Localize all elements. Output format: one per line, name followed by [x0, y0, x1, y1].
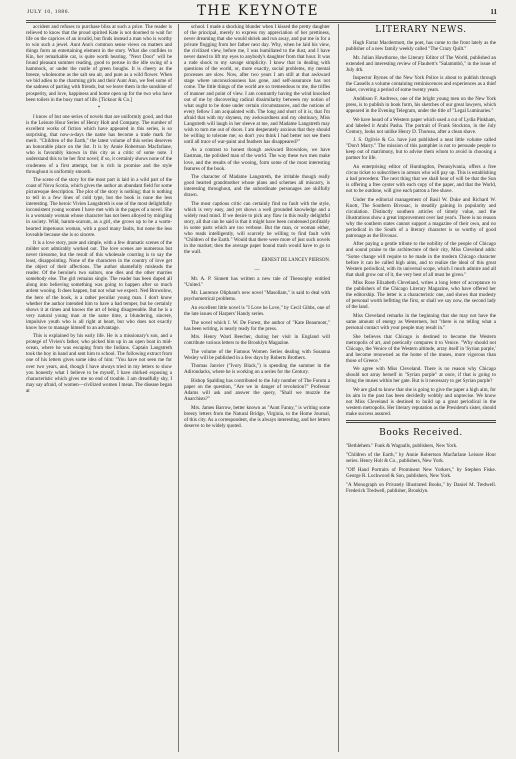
news-note: Miss Cleveland remarks in the beginning that she may not have the same amount of energy as Westerners, but "there is no telling what a personal contact with your people may result in." [346, 312, 496, 332]
news-note: Mr. Julian Hawthorne, the Literary Editor of The World, published an extended and interesting review of Flaubert's "Salammbô," in the issue of July 4th. [346, 54, 496, 73]
book-entry: "Bethlehem." Funk & Wagnalls, publishers, New York. [346, 443, 458, 450]
book-entry: "Off Hand Portraits of Prominent New Yorkers," by Stephen Fiske. George R. Lockwood & Son, publishers, New York. [346, 467, 496, 480]
news-note: Miss Rose Elizabeth Cleveland, writes a long letter of acceptance to the publishers of the Chicago Literary Magazine, who have offered her the editorship. The letter is a characteristic one, and shows that modesty of personal worth befitting the first, or shall we say now, the second lady of the land. [346, 280, 496, 311]
column-divider-left [178, 24, 179, 752]
news-note: After paying a gentle tribute to the nobility of the people of Chicago and sound praise to the architecture of their city, Miss Cleveland adds: "Some change will require to be made in the modern Chicago character before it can be called high aims, and to realize the ideal of this great Western periodical, with its universal scope, which I much admire and all that shall grow out of it, the very best of all must be given." [346, 241, 496, 278]
books-list [346, 443, 496, 494]
news-note: Anddison F. Andrews, one of the bright young men on the New York press, is to publish in book form, his sketches of our great lawyers, which appeared in the Evening Telegram, under the title of "Legal Luminaries." [346, 95, 496, 114]
news-note: Mrs. Henry Ward Beecher, during her visit in England will contribute various letters to the Brooklyn Magazine. [184, 334, 330, 347]
books-received-heading: Books Received. [379, 428, 463, 439]
book-entry: "Children of the Earth," by Annie Robertson Macfarlane Leisure Hour series. Henry Holt & Co., publishers, New York. [346, 452, 496, 465]
news-note: Mrs. James Barrow, better known as "Aunt Fanny," is writing some breezy letters from the Natural Bridge, Virginia, to the Home Journal, of this city. As a correspondent, she is always interesting, and her letters deserve to be widely quoted. [184, 404, 330, 429]
article-signature: ERNEST DE LANCEY PIERSON. [261, 257, 330, 263]
news-note: Hugh Farrar Macdermott, the poet, has come to the front lately as the publisher of a new family weekly called "The Crazy Quilt." [346, 40, 496, 53]
news-note: We have heard of a Western paper which used a cut of Lydia Pinkham, and labeled it Arabi Pasha. The portrait of Frank Stockton, in the July Century, looks not unlike Henry D. Thoreau, after a clean shave. [346, 116, 496, 135]
section-double-rule [346, 420, 496, 423]
article-paragraph: I know of but one series of novels that are uniformly good, and that is the Leisure Hour Series of Henry Holt and Company. The number of excellent works of fiction which have appeared in this series, is so surprising, that now-a-days the name has become a trade mark for merit. "Children of the Earth," the latest volume of this series deserves an honorable place on the list. It is by Annie Robertson Macfarlane, who is favorably known in this city as a critic of some note. I understand this to be her first novel; if so, it certainly shows none of the crudeness of a first attempt, but is rich in promise and the style throughout is uniformly smooth. [26, 114, 172, 175]
news-note: Inspector Byrnes of the New York Police is about to publish through the Cassells a volume containing reminiscences and experiences as a thief taker, covering a period of some twenty years. [346, 75, 496, 94]
news-note: Mr. Laurence Oliphant's new novel "Masollam," is said to deal with psychometrical problems. [184, 290, 330, 303]
header-rule-top [26, 20, 496, 21]
article-paragraph: As a contrast to honest though awkward Brownlow, we have Eastman, the polished man of the world. The way these two men make love, and the results of the wooing, form some of the most interesting features of the book. [184, 147, 330, 172]
header-rule-bottom [26, 22, 496, 23]
column-one [26, 24, 172, 752]
news-note: Mr. A. P. Sinnett has written a new tale of Theosophy entitled "United." [184, 275, 330, 288]
section-separator: * [97, 105, 101, 112]
issue-date: JULY 10, 1886. [27, 9, 71, 15]
article-paragraph: This is explained by his early life. He is a missionary's son, and a protegé of Vivien's father, who picked him up in an open boat in mid-ocean, where he was escaping from the Indians. Captain Langstreth took the boy in hand and sent him to school. The following extract from one of his letters gives some idea of him: "You have not seen me for over two years, and, though I have always tried in my letters to show you honestly what I believe to be myself, I have shirked exposing a characteristic which gives me no end of trouble. I am dreadfully shy, I may say afraid, of women—civilized women I mean. The disease began at [26, 333, 172, 394]
article-paragraph: The most captious critic can certainly find no fault with the style, which is very easy, and yet shows a well grounded knowledge and a widely read mind. If we desire to pick any flaw in this really delightful story, all that can be said is that it might have been condensed profitably in some parts which are too verbose. But the man, or woman either, who reads intelligently, will scarcely be willing to find fault with "Children of the Earth." Would that there were more of just such novels in the market; then the average paper bound trash would have to go to the wall. [184, 200, 330, 256]
news-note: Bishop Spalding has contributed to the July number of The Forum a paper on the question, "Are we in danger of revolution?" Professor Adams will ask and answer the query, "Shall we muzzle the Anarchists?" [184, 377, 330, 403]
news-note: She believes that Chicago is destined to become the Western metropolis of art, and poetically compares it to Venice. "Why should not Chicago, the Venice of the Western altitude, array itself in 'Syrian purple,' and become renowned as the home of the muses, more vigorous than those of Greece." [346, 333, 496, 364]
article-paragraph: It is a love story, pure and simple, with a few dramatic scenes of the milder sort admirably worked out. The love scenes are numerous but never tiresome, but the result of this wholesale courting is to say the least, disappointing. None of the characters in the country of love get the object of their affections. The author shamefully misleads the reader. Of the heroine's two suitors, one dies and the other marries somebody else. The girl remains single. The reader has been duped all along into believing something was going to happen after so much ardent wooing. It does happen, but not what we expect. Ned Brownlow, the hero of the book, is a rather peculiar young man. I don't know whether the author intended him to have a bad temper, but he certainly shows it at times and knows the art of being disagreeable. But he is a very natural young man at the same time, a blundering, sincere, impulsive youth who is all right at heart, but who does not exactly know how to manage himself to an advantage. [26, 240, 172, 331]
column-divider-right [338, 24, 339, 752]
news-note: An excellent little novel is "I Love he Love," by Cecil Gibbs, one of the late issues of Harpers' Handy series. [184, 305, 330, 318]
article-paragraph: school. I made a shocking blunder when I kissed the pretty daughter of the principal, merely to express my appreciation of her prettiness, never dreaming that she would shriek and run away, and put me in for a private flogging from her father next day. Why, when he laid his view, the civilized view, before me, I was humiliated to the dust, and I have never dared to lift my eyes to anybody's daughter from that hour. It was a rude shock to my savage simplicity. I know that in dealing with questions of the world, or, more exactly, social problems, my mental processes are slow. Now, after two years I am still at that awkward stage where unconsciousness has gone, and self-assurance has not come. The little things of the world are so tremendous to me, the trifles of manner and point of view. I am constantly having the wind knocked out of me by discovering radical dissimilarity between my notion of what ought to be done under certain circumstances, and the notions of every fellow I am acquainted with. The long and short of it is, that I'm afraid that with my shyness, my awkwardness and my obstinacy, Miss Langstreth will laugh in her sleeve at me, and Madame Langstreth may wish to turn me out of doors. I am desperately anxious that they should be willing to tolerate me; so don't you think I had better not see them until all trace of war-paint and feathers has disappeared?" [184, 24, 330, 145]
literary-news-heading: LITERARY NEWS. [375, 25, 467, 35]
news-note: We agree with Miss Cleveland. There is no reason why Chicago should not array herself in "Syrian purple" at once, if that is going to bring the muses within her gate. But is it necessary to get Syrian purple? [346, 366, 496, 385]
news-note: J. S. Ogilvie & Co. have just published a neat little volume called "Don't Marry." The mission of this pamphlet is not to persuade people to keep out of matrimony, but to advise them whom to avoid in choosing a partner for life. [346, 137, 496, 162]
article-paragraph: The scene of the story for the most part is laid in a wild part of the coast of Nova Scotia, which gives the author an abundant field for some picturesque description. The plot of the story is nothing; that is nothing to tell in a few lines of cold type, but the book is none the less interesting. The heroic Vivien Langsbreth is one of the most delightfully inconsistent young women I have met with in the pages of a novel. She is a womanly woman whose character has not been alloyed by mingling in society. Wild, harum-scarum, as a girl, she grows up to be a warm-hearted impetuous woman, with a good many faults, but none the less loveable because she is so sincere. [26, 177, 172, 238]
news-note: Under the editorial management of Basil W. Duke and Richard W. Knott, The Southern Bivouac, is steadily gaining in popularity and circulation. Distinctly southern articles of timely value, and the illustrations show a great improvement over last year's. There is no reason why the southern states cannot support a magazine of their own, and no periodical in the South of a literary character is so worthy of good patronage as the Bivouac. [346, 196, 496, 239]
column-three [346, 24, 496, 752]
article-paragraph: The character of Madame Langstreth, the irritable though really good hearted grandmother whose plans and schemes all miscarry, is interesting throughout, and the subordinate personages are skilfully drawn. [184, 174, 330, 199]
news-note: The novel which I. W. De Forest, the author of "Kate Beaumont," has been writing, is nearly ready for the press. [184, 319, 330, 332]
news-note: The volume of the Famous Women Series dealing with Susanna Wesley will be published in a few days by Roberts Brothers. [184, 348, 330, 361]
page-number: 11 [490, 8, 497, 16]
news-note: We are glad to know that she is going to give the paper a high aim, for its aim in the past has been decidedly wobbly and unprecise. We know not Miss Cleveland is destined to build up a great periodical in the western metropolis. Her literary reputation as the President's sister, should make success assured. [346, 386, 496, 418]
news-note: Thomas Janvier ("Ivory Black,") is spending the summer in the Adirondacks, where he is working on a series for the Century. [184, 363, 330, 376]
article-paragraph: accident and refuses to purchase bliss at such a price. The reader is relieved to know that the proud spirited Kate is not doomed to wait for life on the caprices of an invalid, but finds instead a man who is worthy to win such a jewel. Aunt Ann's common sense views on matters and things form an entertaining element in the story. What she confides to Kin, her remarkable cat, is quite worth hearing. "Next Door" will be found pleasant summer reading, good to peruse in the idle swing of a hammock, or under the rustle of green boughs. It is cheery as the breeze, wholesome as the salt sea air, and pure as a wild flower. When we bid adieu to the charming girls and their Aunt Ann, we feel some of the sadness of parting with friends, but we leave them in the sunshine of prosperity, and love, happiness and home open up for the two who have been toilers in the busy mart of life. [Ticknor & Co.] [26, 24, 172, 103]
column-two [184, 24, 330, 752]
book-entry: "A Monograph on Privately Illustrated Books," by Daniel M. Tredwell. Frederick Tredwell, publisher, Brooklyn. [346, 482, 496, 495]
section-separator: — [254, 266, 260, 273]
masthead-title: THE KEYNOTE [196, 3, 319, 19]
news-note: An enterprising editor of Huntingdon, Pennsylvania, offers a free circus ticket to subscribers in arrears who will pay up. This is establishing a bad precedent. The next thing that we shall hear of will be that the Sun is offering a free oyster with each copy of the paper, and that the World, not to be outdone, will give each patron a free shave. [346, 163, 496, 195]
